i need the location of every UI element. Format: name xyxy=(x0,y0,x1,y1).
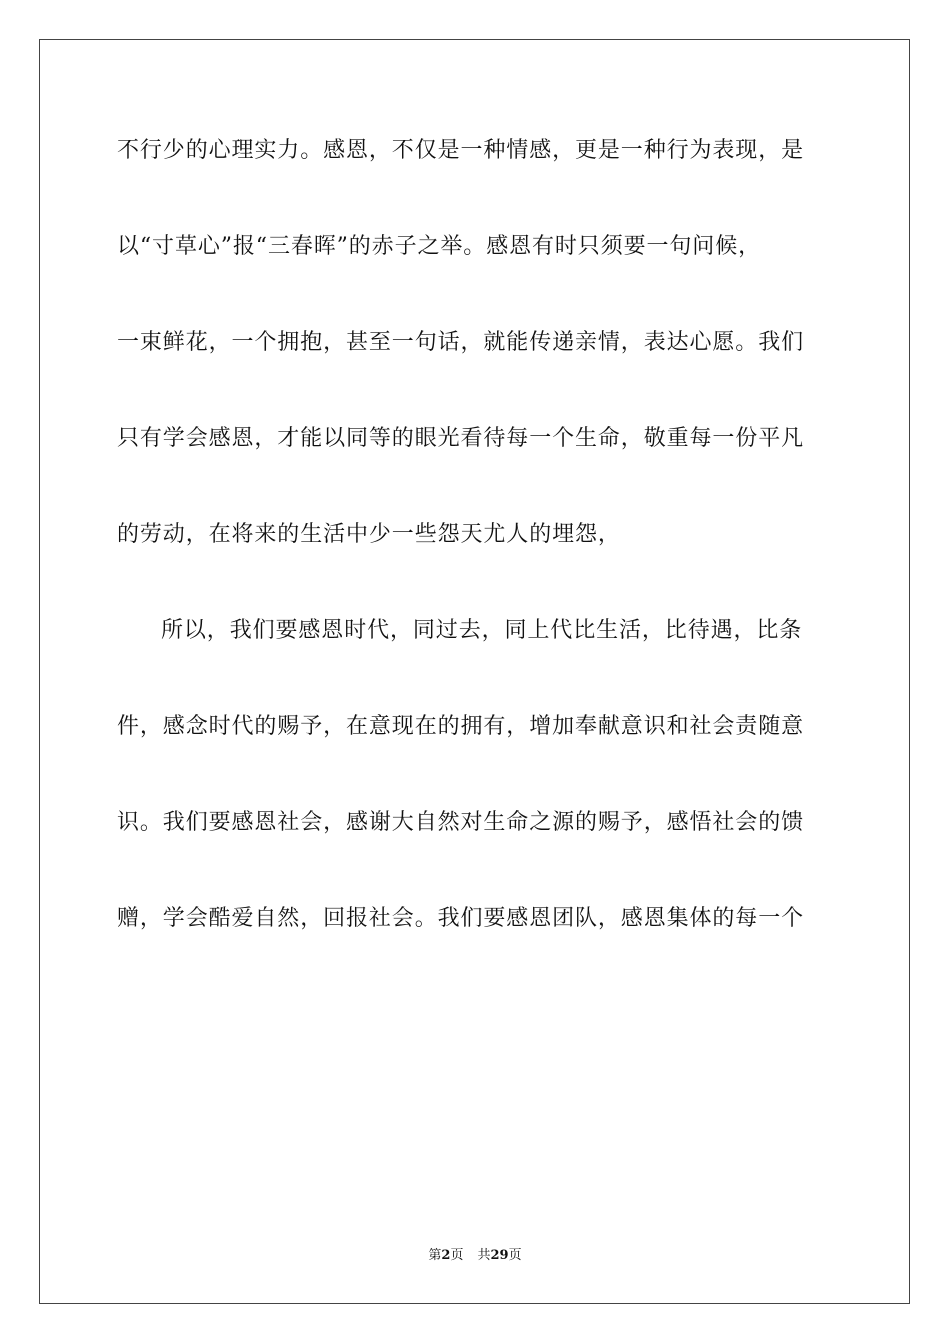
total-suffix: 页 xyxy=(508,1248,522,1263)
page-footer xyxy=(0,1247,950,1265)
text-line: 赠，学会酷爱自然，回报社会。我们要感恩团队，感恩集体的每一个 xyxy=(117,906,805,931)
total-prefix: 共 xyxy=(477,1248,491,1263)
text-line: 只有学会感恩，才能以同等的眼光看待每一个生命，敬重每一份平凡 xyxy=(117,426,805,451)
text-line: 一束鲜花，一个拥抱，甚至一句话，就能传递亲情，表达心愿。我们 xyxy=(117,330,805,355)
text-line: 不行少的心理实力。感恩，不仅是一种情感，更是一种行为表现，是 xyxy=(117,138,805,163)
paragraph-first-line: 所以，我们要感恩时代，同过去，同上代比生活，比待遇，比条 xyxy=(161,618,803,643)
page-number: 2 xyxy=(441,1248,451,1263)
text-line: 件，感念时代的赐予，在意现在的拥有，增加奉献意识和社会责随意 xyxy=(117,714,805,739)
text-line: 识。我们要感恩社会，感谢大自然对生命之源的赐予，感悟社会的馈 xyxy=(117,810,805,835)
text-line: 以“寸草心”报“三春晖”的赤子之举。感恩有时只须要一句问候， xyxy=(117,234,761,259)
total-pages: 29 xyxy=(490,1248,509,1263)
page-border xyxy=(39,39,910,1304)
text-line: 的劳动，在将来的生活中少一些怨天尤人的埋怨， xyxy=(117,522,621,547)
page-prefix: 第 xyxy=(428,1248,442,1263)
page-suffix: 页 xyxy=(450,1248,464,1263)
